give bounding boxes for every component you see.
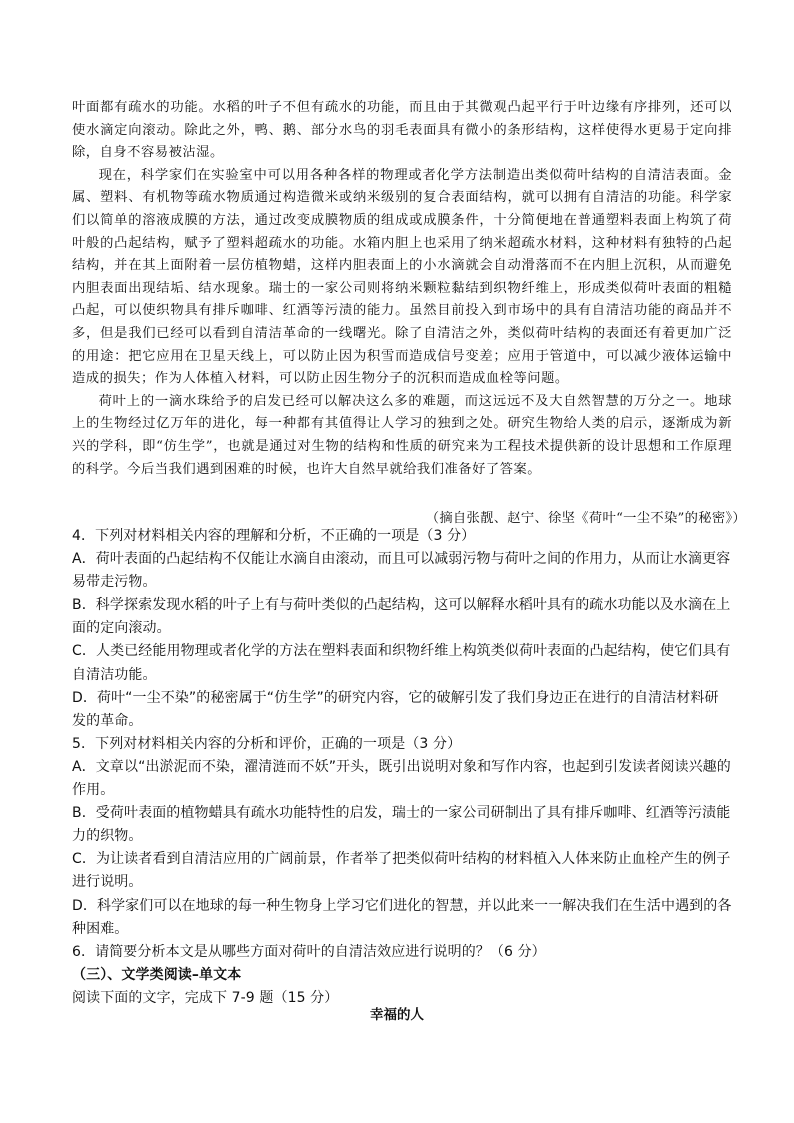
story-title: 幸福的人 — [370, 1007, 424, 1023]
paragraph-1: 叶面都有疏水的功能。水稻的叶子不但有疏水的功能，而且由于其微观凸起平行于叶边缘有序排列，还可以使水滴定向滚动。除此之外，鸭、鹅、部分水鸟的羽毛表面具有微小的条形结构，这样使得水更易于定向排除，自身不容易被沾湿。 — [72, 100, 732, 161]
question-5-option-c: C．为让读者看到自清洁应用的广阔前景，作者举了把类似荷叶结构的材料植入人体来防止血栓产生的例子进行说明。 — [72, 851, 731, 891]
question-5-option-a: A．文章以“出淤泥而不染，濯清涟而不妖”开头，既引出说明对象和写作内容，也起到引发读者阅读兴趣的作用。 — [72, 758, 731, 799]
question-4-option-b: B．科学探索发现水稻的叶子上有与荷叶类似的凸起结构，这可以解释水稻叶具有的疏水功能以及水滴在上面的定向滚动。 — [72, 597, 731, 637]
question-5-option-b: B．受荷叶表面的植物蜡具有疏水功能特性的启发，瑞士的一家公司研制出了具有排斥咖啡、红酒等污渍能力的织物。 — [72, 805, 731, 845]
question-5-option-d: D．科学家们可以在地球的每一种生物身上学习它们进化的智慧，并以此来一一解决我们在生活中遇到的各种困难。 — [72, 897, 732, 937]
question-4-stem: 4．下列对材料相关内容的理解和分析，不正确的一项是（3 分） — [72, 528, 476, 544]
passage-source: （摘自张靓、赵宁、徐坚《荷叶“一尘不染”的秘密》） — [425, 511, 746, 526]
question-4-option-a: A．荷叶表面的凸起结构不仅能让水滴自由滚动，而且可以减弱污物与荷叶之间的作用力，从而让水滴更容易带走污物。 — [72, 551, 731, 591]
question-4-option-c: C．人类已经能用物理或者化学的方法在塑料表面和织物纤维上构筑类似荷叶表面的凸起结构，使它们具有自清洁功能。 — [72, 643, 731, 683]
question-4-option-d: D．荷叶“一尘不染”的秘密属于“仿生学”的研究内容，它的破解引发了我们身边正在进行的自清洁材料研发的革命。 — [72, 689, 719, 729]
question-5-stem: 5．下列对材料相关内容的分析和评价，正确的一项是（3 分） — [72, 735, 462, 752]
passage-text — [72, 97, 732, 481]
question-6: 6．请简要分析本文是从哪些方面对荷叶的自清洁效应进行说明的？（6 分） — [72, 943, 546, 960]
section-instruction: 阅读下面的文字，完成下 7-9 题（15 分） — [72, 989, 339, 1006]
paragraph-3: 荷叶上的一滴水珠给予的启发已经可以解决这么多的难题，而这远远不及大自然智慧的万分之一。地球上的生物经过亿万年的进化，每一种都有其值得让人学习的独到之处。研究生物给人类的启示，逐渐成为新兴的学科，即“仿生学”，也就是通过对生物的结构和性质的研究来为工程技术提供新的设计思想和工作原理的科学。今后当我们遇到困难的时候，也许大自然早就给我们准备好了答案。 — [72, 393, 732, 477]
paragraph-2: 现在，科学家们在实验室中可以用各种各样的物理或者化学方法制造出类似荷叶结构的自清洁表面。金属、塑料、有机物等疏水物质通过构造微米或纳米级别的复合表面结构，就可以拥有自清洁的功能。科学家们以简单的溶液成膜的方法，通过改变成膜物质的组成或成膜条件，十分简便地在普通塑料表面上构筑了荷叶般的凸起结构，赋予了塑料超疏水的功能。水箱内胆上也采用了纳米超疏水材料，这种材料有独特的凸起结构，并在其上面附着一层仿植物蜡，这样内胆表面上的小水滴就会自动滑落而不在内胆上沉积，从而避免内胆表面出现结垢、结水现象。瑞士的一家公司则将纳米颗粒黏结到织物纤维上，形成类似荷叶表面的粗糙凸起，可以使织物具有排斥咖啡、红酒等污渍的能力。虽然目前投入到市场中的具有自清洁功能的商品并不多，但是我们已经可以看到自清洁革命的一线曙光。除了自清洁之外，类似荷叶结构的表面还有着更加广泛的用途：把它应用在卫星天线上，可以防止因为积雪而造成信号变差；应用于管道中，可以减少液体运输中造成的损失；作为人体植入材料，可以防止因生物分子的沉积而造成血栓等问题。 — [72, 167, 732, 387]
questions-block — [72, 525, 732, 1010]
section-heading: （三）、文学类阅读–单文本 — [72, 966, 242, 983]
